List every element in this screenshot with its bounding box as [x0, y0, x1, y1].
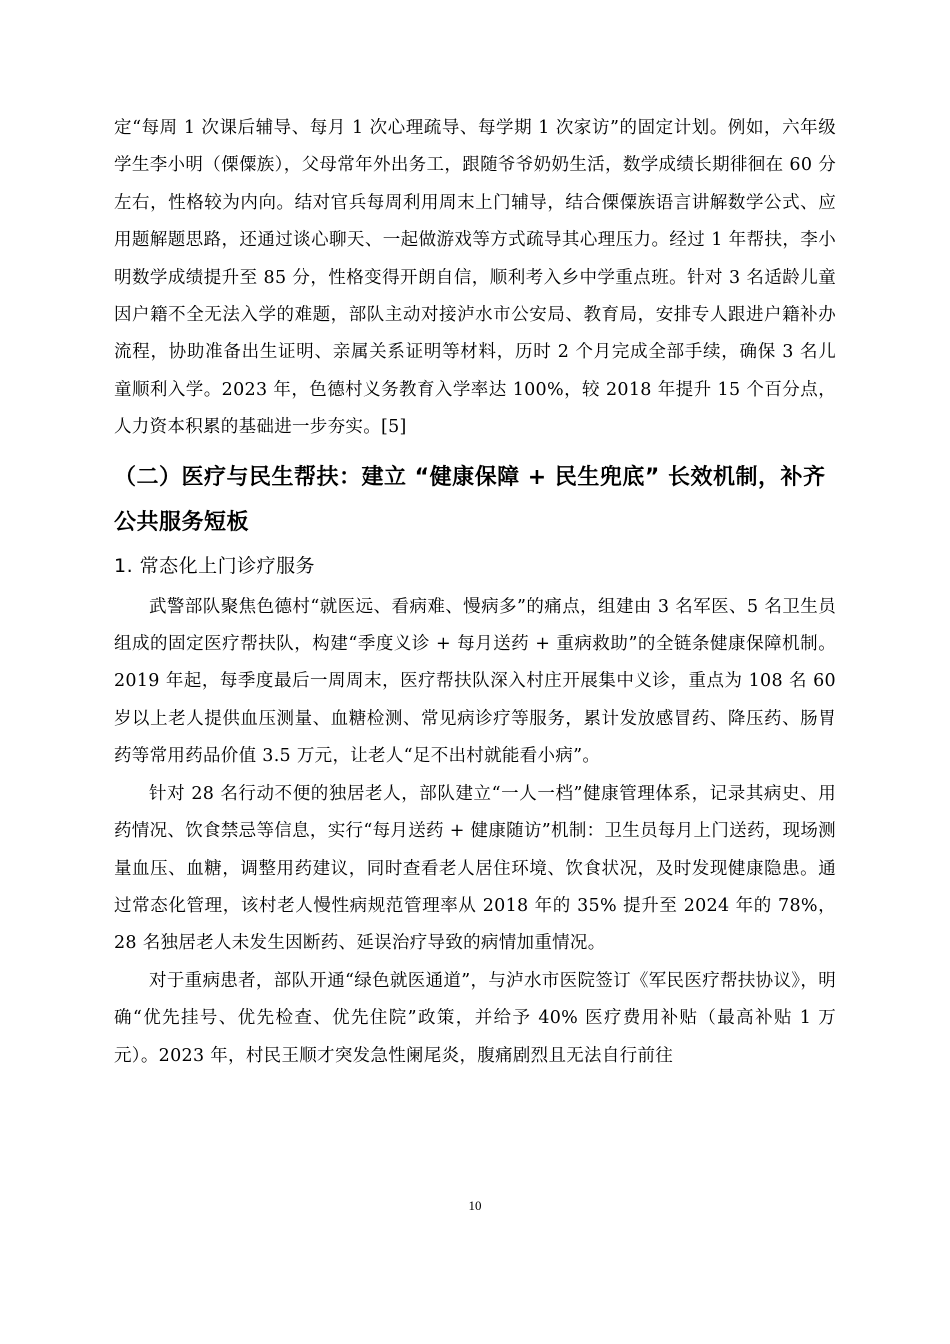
page-content: [114, 110, 836, 1075]
paragraph-continued: 定“每周 1 次课后辅导、每月 1 次心理疏导、每学期 1 次家访”的固定计划。例如，六年级学生李小明（傈僳族），父母常年外出务工，跟随爷爷奶奶生活，数学成绩长期徘徊在 60 分左右，性格较为内向。结对官兵每周利用周末上门辅导，结合傈僳族语言讲解数学公式、应用题解题思路，还通过谈心聊天、一起做游戏等方式疏导其心理压力。经过 1 年帮扶，李小明数学成绩提升至 85 分，性格变得开朗自信，顺利考入乡中学重点班。针对 3 名适龄儿童因户籍不全无法入学的难题，部队主动对接泸水市公安局、教育局，安排专人跟进户籍补办流程，协助准备出生证明、亲属关系证明等材料，历时 2 个月完成全部手续，确保 3 名儿童顺利入学。2023 年，色德村义务教育入学率达 100%，较 2018 年提升 15 个百分点，人力资本积累的基础进一步夯实。[5]: [114, 118, 836, 438]
paragraph-medical-team: 武警部队聚焦色德村“就医远、看病难、慢病多”的痛点，组建由 3 名军医、5 名卫生员组成的固定医疗帮扶队，构建“季度义诊 + 每月送药 + 重病救助”的全链条健康保障机制。2019 年起，每季度最后一周周末，医疗帮扶队深入村庄开展集中义诊，重点为 108 名 60 岁以上老人提供血压测量、血糖检测、常见病诊疗等服务，累计发放感冒药、降压药、肠胃药等常用药品价值 3.5 万元，让老人“足不出村就能看小病”。: [114, 596, 836, 767]
subsection-heading: 1. 常态化上门诊疗服务: [114, 554, 316, 577]
paragraph-elderly-care: 针对 28 名行动不便的独居老人，部队建立“一人一档”健康管理体系，记录其病史、用药情况、饮食禁忌等信息，实行“每月送药 + 健康随访”机制：卫生员每月上门送药，现场测量血压、血糖，调整用药建议，同时查看老人居住环境、饮食状况，及时发现健康隐患。通过常态化管理，该村老人慢性病规范管理率从 2018 年的 35% 提升至 2024 年的 78%，28 名独居老人未发生因断药、延误治疗导致的病情加重情况。: [114, 783, 836, 954]
page-number: 10: [468, 1198, 482, 1213]
section-heading: （二）医疗与民生帮扶：建立 “健康保障 + 民生兜底” 长效机制，补齐公共服务短板: [114, 464, 826, 535]
paragraph-serious-illness: 对于重病患者，部队开通“绿色就医通道”，与泸水市医院签订《军民医疗帮扶协议》，明确“优先挂号、优先检查、优先住院”政策，并给予 40% 医疗费用补贴（最高补贴 1 万元）。2023 年，村民王顺才突发急性阑尾炎，腹痛剧烈且无法自行前往: [114, 970, 836, 1066]
